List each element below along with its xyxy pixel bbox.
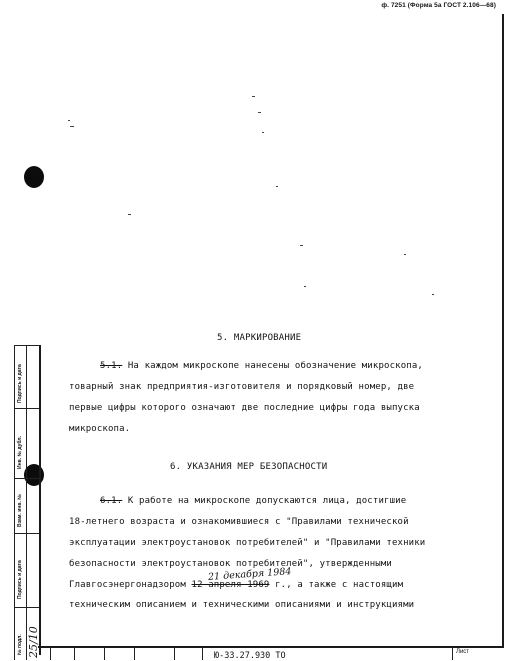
document-number: Ю-33.27.930 ТО bbox=[214, 651, 286, 661]
strip-divider bbox=[26, 345, 27, 660]
title-block-divider bbox=[50, 648, 51, 660]
strip-row-line bbox=[14, 345, 39, 346]
section-6-line-2: 18-летнего возраста и ознакомившиеся с "Правилами технической bbox=[69, 517, 409, 527]
clause-number-struck: 5.1. bbox=[100, 361, 123, 371]
section-5-line-2: товарный знак предприятия-изготовителя и порядковый номер, две bbox=[69, 382, 415, 392]
registration-side-strip bbox=[14, 345, 39, 660]
section-5-line-1 bbox=[100, 361, 423, 371]
title-block-divider bbox=[452, 648, 453, 660]
strip-label-original-number: № подл. bbox=[17, 634, 23, 655]
section-6-line-3: эксплуатации электроустановок потребителей" и "Правилами техники bbox=[69, 538, 426, 548]
frame-left-border bbox=[39, 345, 41, 655]
scan-speck bbox=[128, 214, 131, 215]
strip-row-line bbox=[14, 533, 39, 534]
scan-speck bbox=[262, 132, 264, 133]
strip-row-line bbox=[14, 478, 39, 479]
title-block-divider bbox=[104, 648, 105, 660]
strip-row-line bbox=[14, 408, 39, 409]
title-block-divider bbox=[174, 648, 175, 660]
scan-speck bbox=[304, 286, 306, 287]
section-6-line-1 bbox=[100, 496, 406, 506]
scan-speck bbox=[70, 126, 74, 127]
scan-speck bbox=[404, 254, 406, 255]
section-6-text: г., а также с настоящим bbox=[275, 580, 404, 590]
scan-speck bbox=[300, 245, 303, 246]
strip-label-dup-inventory: Инв. № дубл. bbox=[17, 436, 23, 469]
struck-approval-date: 12 апреля 1969 bbox=[191, 580, 270, 590]
section-6-text: Главгосэнергонадзором bbox=[69, 580, 186, 590]
title-block-divider bbox=[74, 648, 75, 660]
strip-label-signature-date: Подпись и дата bbox=[17, 364, 23, 403]
clause-number-struck: 6.1. bbox=[100, 496, 123, 506]
title-block-divider bbox=[202, 648, 203, 660]
scan-speck bbox=[252, 96, 255, 97]
handwritten-inventory-number: 25/10 bbox=[27, 626, 40, 658]
section-6-line-5 bbox=[69, 580, 403, 590]
section-5-text: На каждом микроскопе нанесены обозначение микроскопа, bbox=[127, 361, 423, 371]
section-6-title: 6. УКАЗАНИЯ МЕР БЕЗОПАСНОСТИ bbox=[170, 462, 328, 472]
form-header-label: ф. 7251 (Форма 5а ГОСТ 2.106—68) bbox=[381, 2, 496, 9]
strip-border bbox=[14, 345, 15, 660]
sheet-label: Лист bbox=[456, 649, 470, 655]
section-5-title: 5. МАРКИРОВАНИЕ bbox=[217, 333, 302, 343]
strip-label-signature-date-2: Подпись и дата bbox=[17, 560, 23, 599]
section-6-text: К работе на микроскопе допускаются лица, достигшие bbox=[127, 496, 407, 506]
handwritten-date-correction: 21 декабря 1984 bbox=[207, 566, 292, 583]
scan-speck bbox=[68, 120, 70, 121]
frame-right-border bbox=[502, 14, 504, 646]
scan-speck bbox=[432, 294, 434, 295]
section-6-line-6: техническим описанием и техническими описаниями и инструкциями bbox=[69, 600, 415, 610]
scan-speck bbox=[276, 186, 278, 187]
section-5-line-4: микроскопа. bbox=[69, 424, 131, 434]
section-5-line-3: первые цифры которого означают две последние цифры года выпуска bbox=[69, 403, 420, 413]
strip-row-line bbox=[14, 607, 39, 608]
strip-label-replacement-inventory: Взам. инв. № bbox=[17, 494, 23, 527]
binder-hole-top bbox=[24, 166, 44, 188]
scan-speck bbox=[258, 112, 261, 113]
title-block-divider bbox=[134, 648, 135, 660]
section-6-line-4: безопасности электроустановок потребителей", утвержденными bbox=[69, 559, 392, 569]
